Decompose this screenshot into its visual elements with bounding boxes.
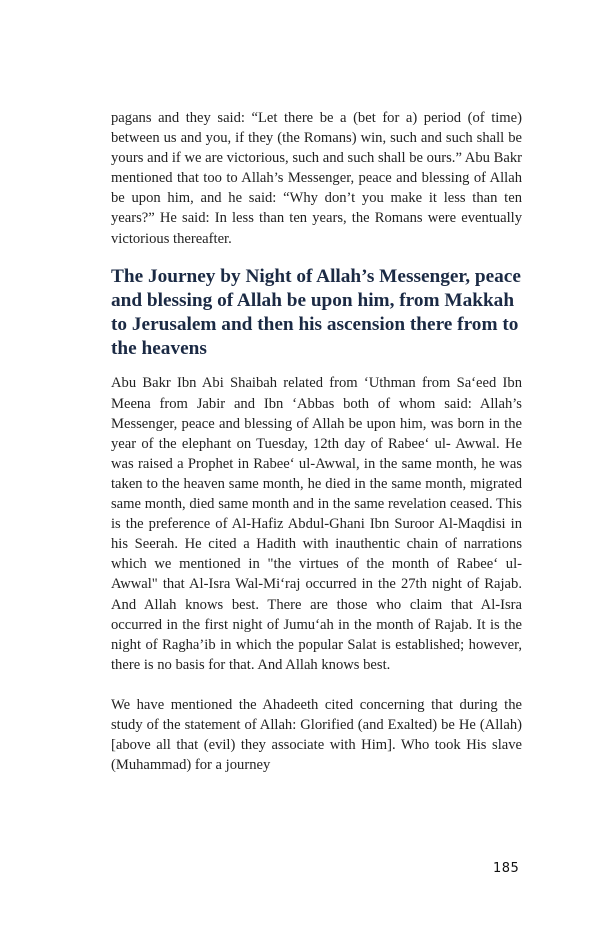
page-content [111, 108, 522, 775]
paragraph-intro: pagans and they said: “Let there be a (bet for a) period (of time) between us and you, if they (the Romans) win, such and such shall be yours and if we are victorious, such and such shall be ours.” Abu Bakr mentioned that too to Allah’s Messenger, peace and blessing of Allah be upon him, and he said: “Why don’t you make it less than ten years?” He said: In less than ten years, the Romans were eventually victorious thereafter. [111, 110, 522, 247]
page-number: 185 [493, 861, 520, 876]
paragraph-birth-and-isra: Abu Bakr Ibn Abi Shaibah related from ‘Uthman from Sa‘eed Ibn Meena from Jabir and Ibn ‘Abbas both of whom said: Allah’s Messenger, peace and blessing of Allah be upon him, was born in the year of the elephant on Tuesday, 12th day of Rabee‘ ul- Awwal. He was raised a Prophet in Rabee‘ ul-Awwal, in the same month, he was taken to the heaven same month, he died in the same month, migrated same month, died same month and in the same revelation ceased. This is the preference of Al-Hafiz Abdul-Ghani Ibn Suroor Al-Maqdisi in his Seerah. He cited a Hadith with inauthentic chain of narrations which we mentioned in "the virtues of the month of Rabee‘ ul-Awwal" that Al-Isra Wal-Mi‘raj occurred in the 27th night of Rajab. And Allah knows best. There are those who claim that Al-Isra occurred in the first night of Jumu‘ah in the month of Rajab. It is the night of Ragha’ib in which the popular Salat is established; however, there is no basis for that. And Allah knows best. [111, 375, 522, 673]
section-heading: The Journey by Night of Allah’s Messenger, peace and blessing of Allah be upon him, from Makkah to Jerusalem and then his ascension there from to the heavens [111, 265, 521, 360]
paragraph-ahadeeth: We have mentioned the Ahadeeth cited concerning that during the study of the statement of Allah: Glorified (and Exalted) be He (Allah) [above all that (evil) they associate with Him]. Who took His slave (Muhammad) for a journey [111, 696, 522, 774]
